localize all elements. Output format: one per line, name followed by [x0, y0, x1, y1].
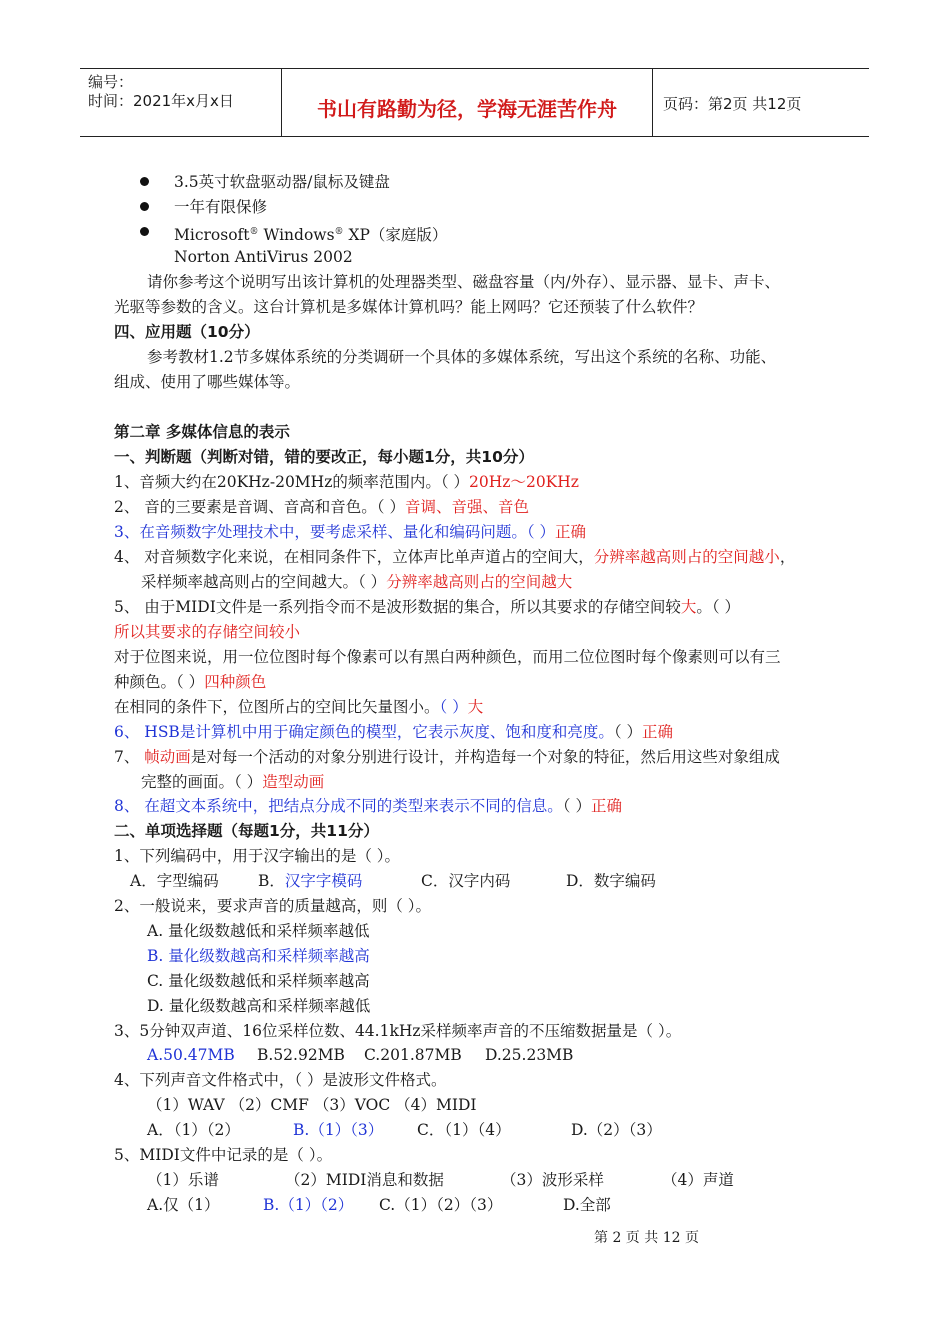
- option: D. 量化级数越高和采样频率越低: [147, 997, 371, 1015]
- question-text: 采样频率越高则占的空间越大。（ ）: [141, 573, 387, 591]
- question-line: 3、5分钟双声道、16位采样位数、44.1kHz采样频率声音的不压缩数据量是（ ）。: [114, 1022, 682, 1040]
- header-motto: 书山有路勤为径，学海无涯苦作舟: [317, 97, 617, 121]
- spec-item: 一年有限保修: [174, 198, 268, 216]
- question-text: （ ）: [562, 797, 591, 815]
- question-line: [114, 597, 740, 617]
- question-text: 5、 由于MIDI文件是一系列指令而不是波形数据的集合，所以其要求的存储空间较: [114, 598, 681, 616]
- option: C.（1）（2）（3）: [379, 1196, 503, 1214]
- doc-number-label: 编号：: [88, 73, 134, 91]
- spec-text: Microsoft: [174, 226, 250, 245]
- option: D.25.23MB: [485, 1046, 574, 1064]
- page-footer: 第 2 页 共 12 页: [594, 1230, 699, 1246]
- question-text: ，: [779, 548, 796, 566]
- question-text: HSB是计算机中用于确定颜色的模型，它表示灰度、饱和度和亮度。: [144, 723, 614, 741]
- page-header: [80, 68, 869, 137]
- question-line: [114, 672, 266, 692]
- answer-text: 20Hz～20KHz: [469, 473, 579, 491]
- answer-text: 正确: [590, 797, 622, 815]
- question-line: [114, 722, 673, 742]
- option: C．（1）（4）: [417, 1121, 511, 1139]
- answer-line: 所以其要求的存储空间较小: [114, 623, 301, 641]
- question-line: 2、一般说来，要求声音的质量越高，则（ ）。: [114, 897, 432, 915]
- option: （3）波形采样: [501, 1171, 604, 1189]
- option: A.仅（1）: [147, 1196, 220, 1214]
- option: C.201.87MB: [364, 1046, 462, 1064]
- question-text: 完整的画面。（ ）: [141, 773, 263, 791]
- question-number: 7、: [114, 748, 145, 766]
- paragraph-line: 组成、使用了哪些媒体等。: [114, 373, 301, 391]
- section-heading: 二、单项选择题（每题1分，共11分）: [114, 822, 379, 840]
- answer-text: 正确: [642, 723, 674, 741]
- doc-time-label: 时间：2021年x月x日: [88, 92, 234, 110]
- answer-text: 四种颜色: [204, 673, 267, 691]
- option: D.（2）（3）: [571, 1121, 662, 1139]
- spec-item: Norton AntiVirus 2002: [174, 248, 353, 266]
- option: A．字型编码: [130, 872, 219, 890]
- answer-text: 音调、音强、音色: [404, 498, 529, 516]
- option: A. 量化级数越低和采样频率越低: [147, 922, 370, 940]
- header-meta-cell: [80, 69, 282, 136]
- question-line: 1、下列编码中，用于汉字输出的是（ ）。: [114, 847, 401, 865]
- question-line: 5、MIDI文件中记录的是（ ）。: [114, 1146, 333, 1164]
- question-line: [114, 472, 579, 492]
- bullet-icon: [140, 177, 149, 186]
- answer-text: 正确: [555, 523, 587, 541]
- header-page-info: 页码：第2页 共12页: [663, 95, 802, 113]
- question-text: 是对每一个活动的对象分别进行设计，并构造每一个对象的特征，然后用这些对象组成: [190, 748, 780, 766]
- header-motto-cell: [282, 69, 653, 136]
- spec-text: XP（家庭版）: [343, 226, 448, 245]
- option: B.（1）（2）: [263, 1196, 354, 1214]
- question-line: 对于位图来说，用一位位图时每个像素可以有黑白两种颜色，而用二位位图时每个像素则可以有三: [114, 648, 781, 666]
- question-line: [114, 697, 483, 717]
- option: C. 量化级数越低和采样频率越高: [147, 972, 370, 990]
- question-line: [114, 747, 780, 767]
- option: B.52.92MB: [257, 1046, 345, 1064]
- option-text: 汉字字模码: [284, 872, 363, 890]
- paragraph-line: 参考教材1.2节多媒体系统的分类调研一个具体的多媒体系统，写出这个系统的名称、功能、: [147, 348, 777, 366]
- answer-text: 分辨率越高则占的空间越小: [593, 548, 780, 566]
- question-text: 种颜色。（ ）: [114, 673, 205, 691]
- question-text: 在相同的条件下，位图所占的空间比矢量图小。: [114, 698, 440, 716]
- answer-text: 分辨率越高则占的空间越大: [386, 573, 573, 591]
- question-line: 4、下列声音文件格式中，（ ）是波形文件格式。: [114, 1071, 447, 1089]
- option-list: （1）WAV （2）CMF （3）VOC （4）MIDI: [147, 1096, 477, 1114]
- option: （1）乐谱: [147, 1171, 219, 1189]
- paragraph-line: 光驱等参数的含义。这台计算机是多媒体计算机吗？能上网吗？它还预装了什么软件？: [114, 298, 704, 316]
- answer-text: 大: [467, 698, 484, 716]
- paragraph-line: 请你参考这个说明写出该计算机的处理器类型、磁盘容量（内/外存）、显示器、显卡、声卡、: [147, 273, 780, 291]
- answer-text: 造型动画: [262, 773, 325, 791]
- question-line: [114, 522, 586, 542]
- question-text: 。（ ）: [696, 598, 741, 616]
- option: （2）MIDI消息和数据: [285, 1171, 444, 1189]
- chapter-heading: 第二章 多媒体信息的表示: [114, 423, 290, 441]
- section-heading: 四、应用题（10分）: [114, 323, 260, 341]
- question-line: [114, 796, 622, 816]
- option: A.50.47MB: [147, 1046, 235, 1064]
- option: D．数字编码: [566, 872, 656, 890]
- option: C．汉字内码: [421, 872, 511, 890]
- highlight-text: 帧动画: [144, 748, 191, 766]
- question-text: 8、 在超文本系统中，把结点分成不同的类型来表示不同的信息。: [114, 797, 563, 815]
- bullet-icon: [140, 227, 149, 236]
- option: A．（1）（2）: [147, 1121, 240, 1139]
- header-page-cell: [653, 69, 869, 136]
- question-line: [114, 497, 529, 517]
- spec-item: 3.5英寸软盘驱动器/鼠标及键盘: [174, 173, 390, 191]
- question-text: 1、音频大约在20KHz-20MHz的频率范围内。（ ）: [114, 473, 470, 491]
- bullet-icon: [140, 202, 149, 211]
- question-text: 4、 对音频数字化来说，在相同条件下，立体声比单声道占的空间大，: [114, 548, 594, 566]
- question-text: 3、在音频数字处理技术中，要考虑采样、量化和编码问题。（ ）: [114, 523, 556, 541]
- highlight-text: 大: [680, 598, 697, 616]
- registered-mark: ®: [334, 227, 344, 237]
- question-line: [141, 772, 324, 792]
- question-number: 6、: [114, 723, 145, 741]
- question-text: （ ）: [439, 698, 468, 716]
- option-letter: B．: [258, 872, 285, 890]
- option: D.全部: [563, 1196, 611, 1214]
- option: B. 量化级数越高和采样频率越高: [147, 947, 370, 965]
- question-line: [114, 547, 795, 567]
- question-text: 2、 音的三要素是音调、音高和音色。（ ）: [114, 498, 405, 516]
- question-text: （ ）: [613, 723, 643, 741]
- option: （4）声道: [662, 1171, 734, 1189]
- spec-text: Windows: [258, 226, 335, 245]
- spec-item: [174, 222, 447, 245]
- section-heading: 一、判断题（判断对错，错的要改正，每小题1分，共10分）: [114, 448, 534, 466]
- option: [258, 871, 362, 891]
- question-line: [141, 572, 572, 592]
- option: B.（1）（3）: [293, 1121, 384, 1139]
- registered-mark: ®: [249, 227, 259, 237]
